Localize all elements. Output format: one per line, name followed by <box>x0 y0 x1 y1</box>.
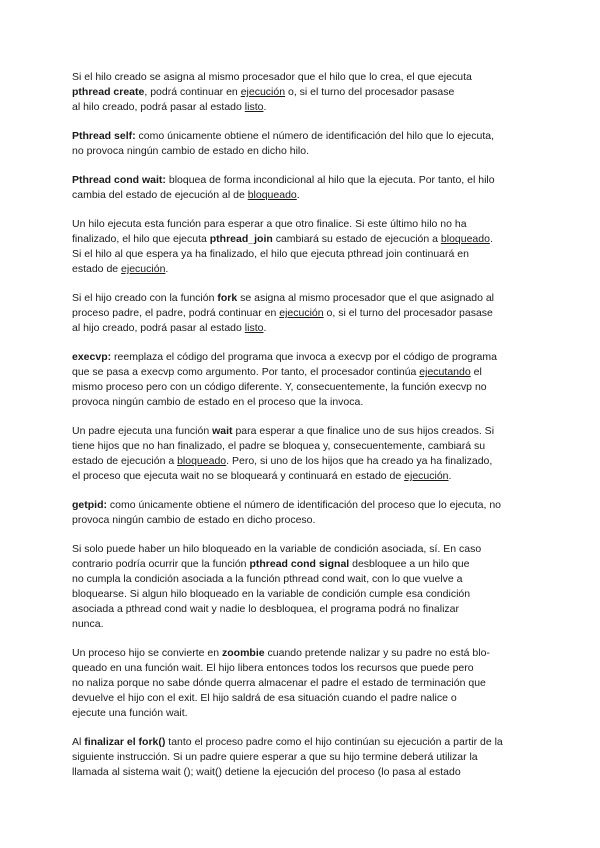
underlined-term: ejecución <box>240 86 286 98</box>
paragraph-4 <box>72 217 532 277</box>
underlined-term: ejecutando <box>419 366 471 378</box>
text-line <box>72 750 532 765</box>
text-run: al hilo creado, podrá pasar al estado <box>72 101 245 113</box>
text-run: estado de ejecución a <box>72 455 178 467</box>
text-run: . <box>448 470 452 482</box>
underlined-term: listo <box>244 101 264 113</box>
text-line <box>72 395 532 410</box>
text-line <box>72 661 532 676</box>
underlined-term: ejecución <box>404 470 449 482</box>
text-line <box>72 424 532 439</box>
paragraph-7 <box>72 424 532 484</box>
text-run: finalizado, el hilo que ejecuta <box>72 233 210 245</box>
underlined-term: bloqueado <box>177 455 227 467</box>
text-run: Un padre ejecuta una función <box>72 425 213 437</box>
paragraph-3 <box>72 173 532 203</box>
paragraph-8 <box>72 498 532 528</box>
text-line <box>72 262 532 277</box>
text-run: proceso padre, el padre, podrá continuar en <box>72 307 280 319</box>
text-line <box>72 646 532 661</box>
text-run: . <box>263 101 267 113</box>
text-line <box>72 513 532 528</box>
text-run: provoca ningún cambio de estado en el proceso que la invoca. <box>72 396 364 408</box>
underlined-term: ejecución <box>121 263 166 275</box>
text-line <box>72 217 532 232</box>
text-line <box>72 572 532 587</box>
paragraph-5 <box>72 291 532 336</box>
paragraph-9 <box>72 542 532 632</box>
underlined-term: listo <box>244 322 264 334</box>
text-line <box>72 765 532 780</box>
text-run: siguiente instrucción. Si un padre quiere esperar a que su hijo termine deberá utilizar la <box>72 751 478 763</box>
text-run: asociada a pthread cond wait y nadie lo desbloquea, el programa podrá no finalizar <box>72 603 460 615</box>
text-run: Si el hilo al que espera ya ha finalizado, el hilo que ejecuta pthread join continuará en <box>72 248 469 260</box>
underlined-term: bloqueado <box>440 233 490 245</box>
text-run: desbloquee a un hilo que <box>349 558 470 570</box>
paragraph-11 <box>72 735 532 780</box>
bold-term: getpid: <box>72 499 107 511</box>
text-line <box>72 129 532 144</box>
text-line <box>72 602 532 617</box>
paragraph-1 <box>72 70 532 115</box>
text-run: tiene hijos que no han finalizado, el padre se bloquea y, consecuentemente, cambiará su <box>72 440 486 452</box>
text-run: , podrá continuar en <box>144 86 241 98</box>
text-run: no provoca ningún cambio de estado en dicho hilo. <box>72 145 309 157</box>
text-run: queado en una función wait. El hijo libera entonces todos los recursos que puede pero <box>72 662 474 674</box>
text-line <box>72 365 532 380</box>
text-run: cuando pretende nalizar y su padre no está blo- <box>264 647 490 659</box>
text-run: mismo proceso pero con un código diferente. Y, consecuentemente, la función execvp no <box>72 381 487 393</box>
text-run: llamada al sistema wait (); wait() detiene la ejecución del proceso (lo pasa al estado <box>72 766 461 778</box>
bold-term: zoombie <box>222 647 265 659</box>
text-run: como únicamente obtiene el número de identificación del hilo que lo ejecuta, <box>135 130 495 142</box>
text-run: estado de <box>72 263 122 275</box>
bold-term: pthread create <box>72 86 145 98</box>
text-run: contrario podría ocurrir que la función <box>72 558 250 570</box>
text-run: no cumpla la condición asociada a la función pthread cond wait, con lo que vuelve a <box>72 573 463 585</box>
text-line <box>72 173 532 188</box>
text-line <box>72 188 532 203</box>
text-run: reemplaza el código del programa que invoca a execvp por el código de programa <box>111 351 497 363</box>
paragraph-2 <box>72 129 532 159</box>
text-line <box>72 232 532 247</box>
text-line <box>72 439 532 454</box>
text-line <box>72 247 532 262</box>
text-run: el proceso que ejecuta wait no se bloqueará y continuará en estado de <box>72 470 405 482</box>
text-run: devuelve el hijo con el exit. El hijo saldrá de esa situación cuando el padre nalice o <box>72 692 457 704</box>
text-line <box>72 291 532 306</box>
text-line <box>72 735 532 750</box>
text-run: bloquea de forma incondicional al hilo que la ejecuta. Por tanto, el hilo <box>165 174 495 186</box>
text-line <box>72 706 532 721</box>
bold-term: finalizar el fork() <box>84 736 166 748</box>
bold-term: Pthread self: <box>72 130 136 142</box>
text-line <box>72 557 532 572</box>
text-run: como únicamente obtiene el número de identificación del proceso que lo ejecuta, no <box>107 499 502 511</box>
text-run: . Pero, si uno de los hijos que ha creado ya ha finalizado, <box>226 455 493 467</box>
text-run: para esperar a que finalice uno de sus hijos creados. Si <box>232 425 495 437</box>
text-run: . <box>263 322 267 334</box>
text-run: al hijo creado, podrá pasar al estado <box>72 322 245 334</box>
text-run: cambia del estado de ejecución al de <box>72 189 248 201</box>
text-run: nunca. <box>72 618 104 630</box>
bold-term: wait <box>212 425 233 437</box>
text-run: . <box>296 189 300 201</box>
text-run: tanto el proceso padre como el hijo continúan su ejecución a partir de la <box>165 736 503 748</box>
text-line <box>72 469 532 484</box>
bold-term: Pthread cond wait: <box>72 174 166 186</box>
text-run: . <box>489 233 493 245</box>
text-line <box>72 691 532 706</box>
text-run: no naliza porque no sabe dónde querra almacenar el padre el estado de terminación que <box>72 677 486 689</box>
paragraph-6 <box>72 350 532 410</box>
text-line <box>72 617 532 632</box>
text-line <box>72 498 532 513</box>
text-line <box>72 380 532 395</box>
text-line <box>72 85 532 100</box>
text-run: o, si el turno del procesador pasase <box>323 307 493 319</box>
text-run: Al <box>72 736 85 748</box>
text-run: se asigna al mismo procesador que el que asignado al <box>237 292 495 304</box>
bold-term: fork <box>217 292 238 304</box>
text-line <box>72 70 532 85</box>
text-line <box>72 587 532 602</box>
text-run: bloquearse. Si algun hilo bloqueado en la variable de condición cumple esa condición <box>72 588 471 600</box>
bold-term: execvp: <box>72 351 112 363</box>
text-run: cambiará su estado de ejecución a <box>272 233 441 245</box>
underlined-term: bloqueado <box>247 189 297 201</box>
text-run: o, si el turno del procesador pasase <box>285 86 455 98</box>
text-line <box>72 454 532 469</box>
underlined-term: ejecución <box>279 307 324 319</box>
text-run: el <box>470 366 482 378</box>
text-run: provoca ningún cambio de estado en dicho proceso. <box>72 514 316 526</box>
text-line <box>72 144 532 159</box>
text-line <box>72 321 532 336</box>
text-line <box>72 100 532 115</box>
text-run: Si el hijo creado con la función <box>72 292 218 304</box>
paragraph-10 <box>72 646 532 721</box>
text-run: Un proceso hijo se convierte en <box>72 647 222 659</box>
text-run: Si solo puede haber un hilo bloqueado en la variable de condición asociada, sí. En caso <box>72 543 482 555</box>
text-run: que se pasa a execvp como argumento. Por tanto, el procesador continúa <box>72 366 420 378</box>
text-run: ejecute una función wait. <box>72 707 188 719</box>
bold-term: pthread cond signal <box>249 558 350 570</box>
text-run: Si el hilo creado se asigna al mismo procesador que el hilo que lo crea, el que ejecuta <box>72 71 472 83</box>
text-line <box>72 350 532 365</box>
text-line <box>72 542 532 557</box>
document-body <box>72 70 532 794</box>
text-run: Un hilo ejecuta esta función para esperar a que otro finalice. Si este último hilo no ha <box>72 218 467 230</box>
text-line <box>72 306 532 321</box>
text-line <box>72 676 532 691</box>
bold-term: pthread_join <box>209 233 273 245</box>
text-run: . <box>165 263 169 275</box>
